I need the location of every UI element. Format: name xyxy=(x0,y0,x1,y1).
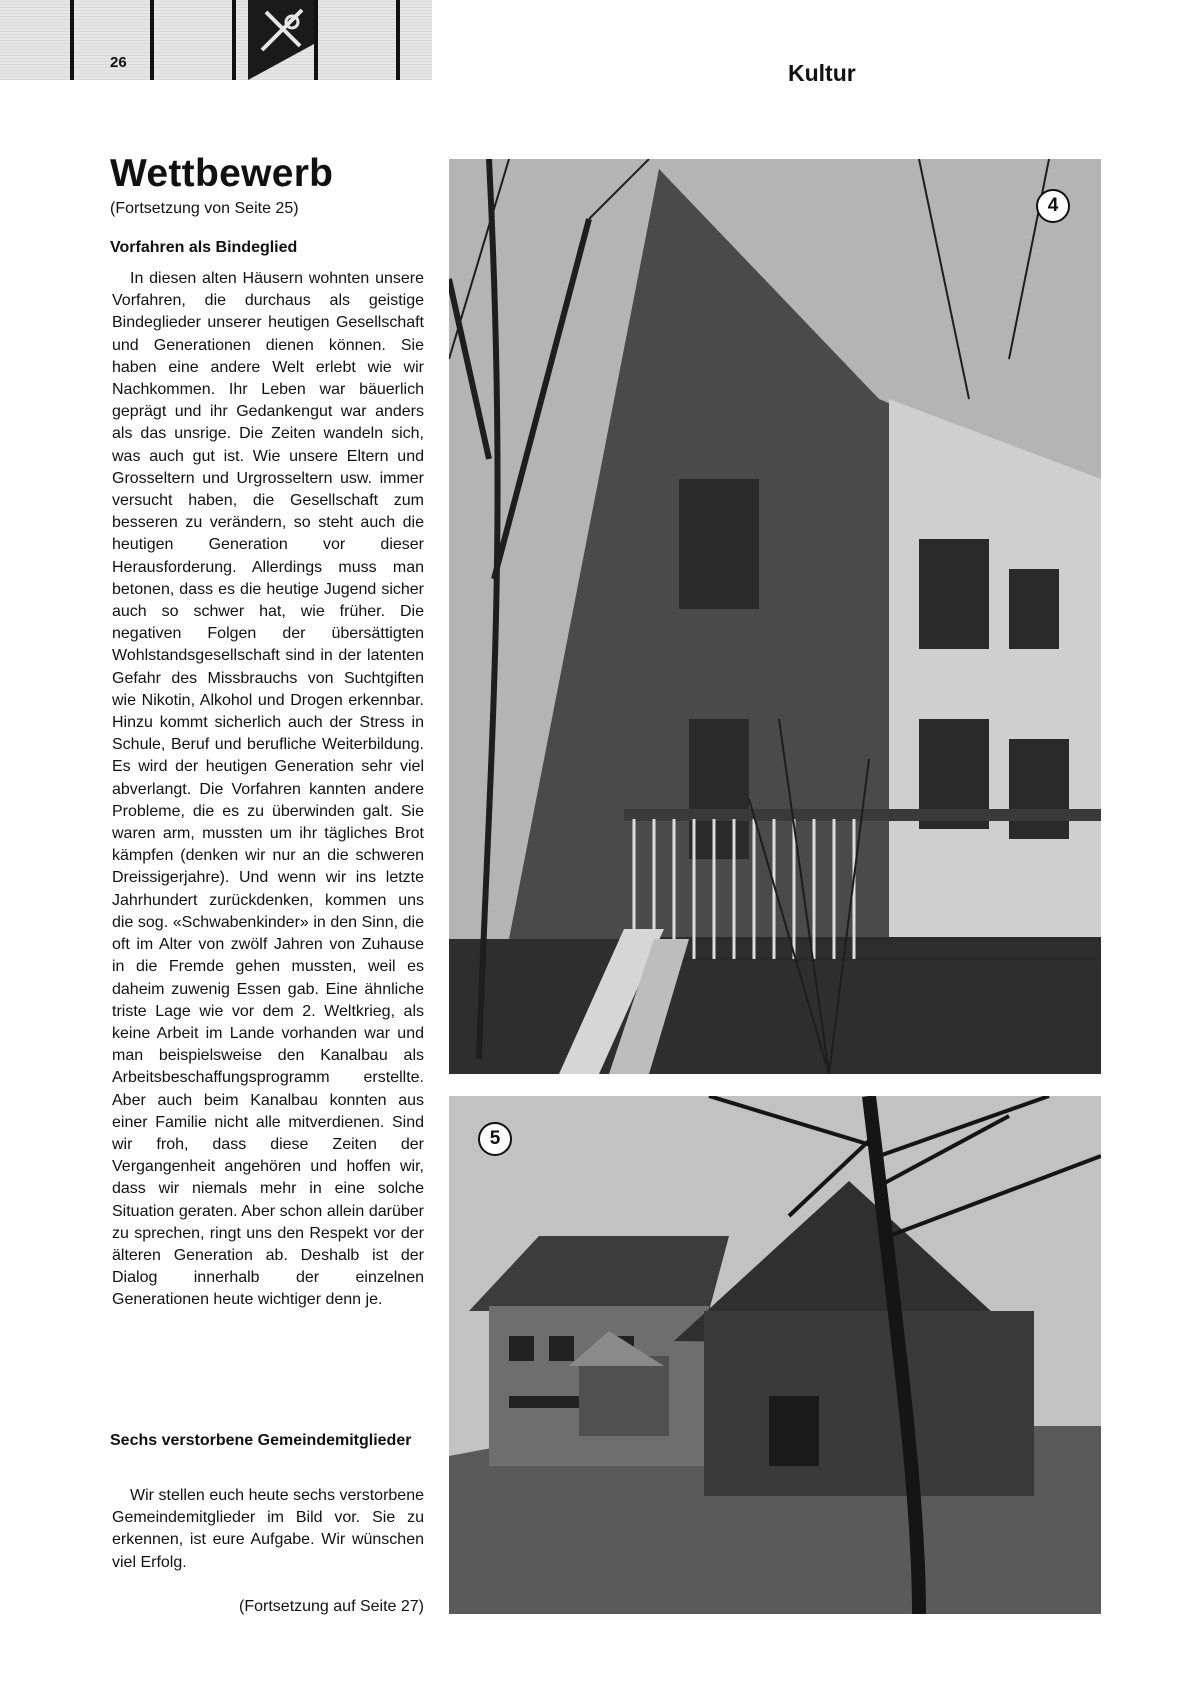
article-paragraph: In diesen alten Häusern wohnten unsere Vorfahren, die durchaus als geistige Bindeglieder unserer heutigen Gesellschaft und Generationen dienen können. Sie haben eine andere Welt erlebt wie wir Nachkommen. Ihr Leben war bäuerlich geprägt und ihr Gedankengut war anders als das unsrige. Die Zeiten wandeln sich, was auch gut ist. Wie unsere Eltern und Grosseltern und Urgrosseltern usw. immer versucht haben, die Gesellschaft zum besseren zu verändern, so steht auch die heutigen Generation vor dieser Herausforderung. Allerdings muss man betonen, dass es die heutige Jugend sicher auch so schwer hat, wie früher. Die negativen Folgen der übersättigten Wohlstandsgesellschaft sind in der latenten Gefahr des Missbrauchs von Suchtgiften wie Nikotin, Alkohol und Drogen erkennbar. Hinzu kommt sicherlich auch der Stress in Schule, Beruf und berufliche Weiterbildung. Es wird der heutigen Generation sehr viel abverlangt. Die Vorfahren kannten andere Probleme, die es zu überwinden galt. Sie waren arm, mussten um ihr tägliches Brot kämpfen (denken wir nur an die schweren Dreissigerjahre). Und wenn wir ins letzte Jahrhundert zurückdenken, kommen uns die sog. «Schwabenkinder» in den Sinn, die oft im Alter von zwölf Jahren von Zuhause in die Fremde gehen mussten, weil es daheim zuwenig Essen gab. Eine ähnliche triste Lage wie vor dem 2. Weltkrieg, als keine Arbeit im Lande vorhanden war und man beispielsweise den Kanalbau als Arbeitsbeschaffungsprogramm erstellte. Aber auch beim Kanalbau konnten aus einer Familie nicht alle mitverdienen. Sind wir froh, dass diese Zeiten der Vergangenheit angehören und hoffen wir, dass wir niemals mehr in eine solche Situation geraten. Aber schon allein darüber zu sprechen, ringt uns den Respekt vor der älteren Generation ab. Deshalb ist der Dialog innerhalb der einzelnen Generationen heute wichtiger denn je. xyxy=(112,270,424,1309)
article-paragraph: Wir stellen euch heute sechs verstorbene Gemeindemitglieder im Bild vor. Sie zu erkennen, ist eure Aufgabe. Wir wünschen viel Erfolg. xyxy=(112,1487,424,1571)
photo-number-badge: 5 xyxy=(478,1122,512,1156)
photo-number-badge: 4 xyxy=(1036,189,1070,223)
page-number: 26 xyxy=(110,54,127,71)
photo-old-house xyxy=(449,159,1101,1074)
crest-logo-icon xyxy=(248,0,344,80)
continued-to-note: (Fortsetzung auf Seite 27) xyxy=(239,1598,424,1615)
header-divider xyxy=(70,0,74,80)
section-title: Kultur xyxy=(788,60,856,86)
continued-from-note: (Fortsetzung von Seite 25) xyxy=(110,200,299,217)
photo-farmhouse-barn xyxy=(449,1096,1101,1614)
subheading-ancestors: Vorfahren als Bindeglied xyxy=(110,239,298,256)
article-title: Wettbewerb xyxy=(110,152,334,195)
header-divider xyxy=(150,0,154,80)
subheading-deceased-members: Sechs verstorbene Gemeindemitglieder xyxy=(110,1432,412,1449)
header-divider xyxy=(232,0,236,80)
header-divider xyxy=(396,0,400,80)
header-strip xyxy=(0,0,432,80)
